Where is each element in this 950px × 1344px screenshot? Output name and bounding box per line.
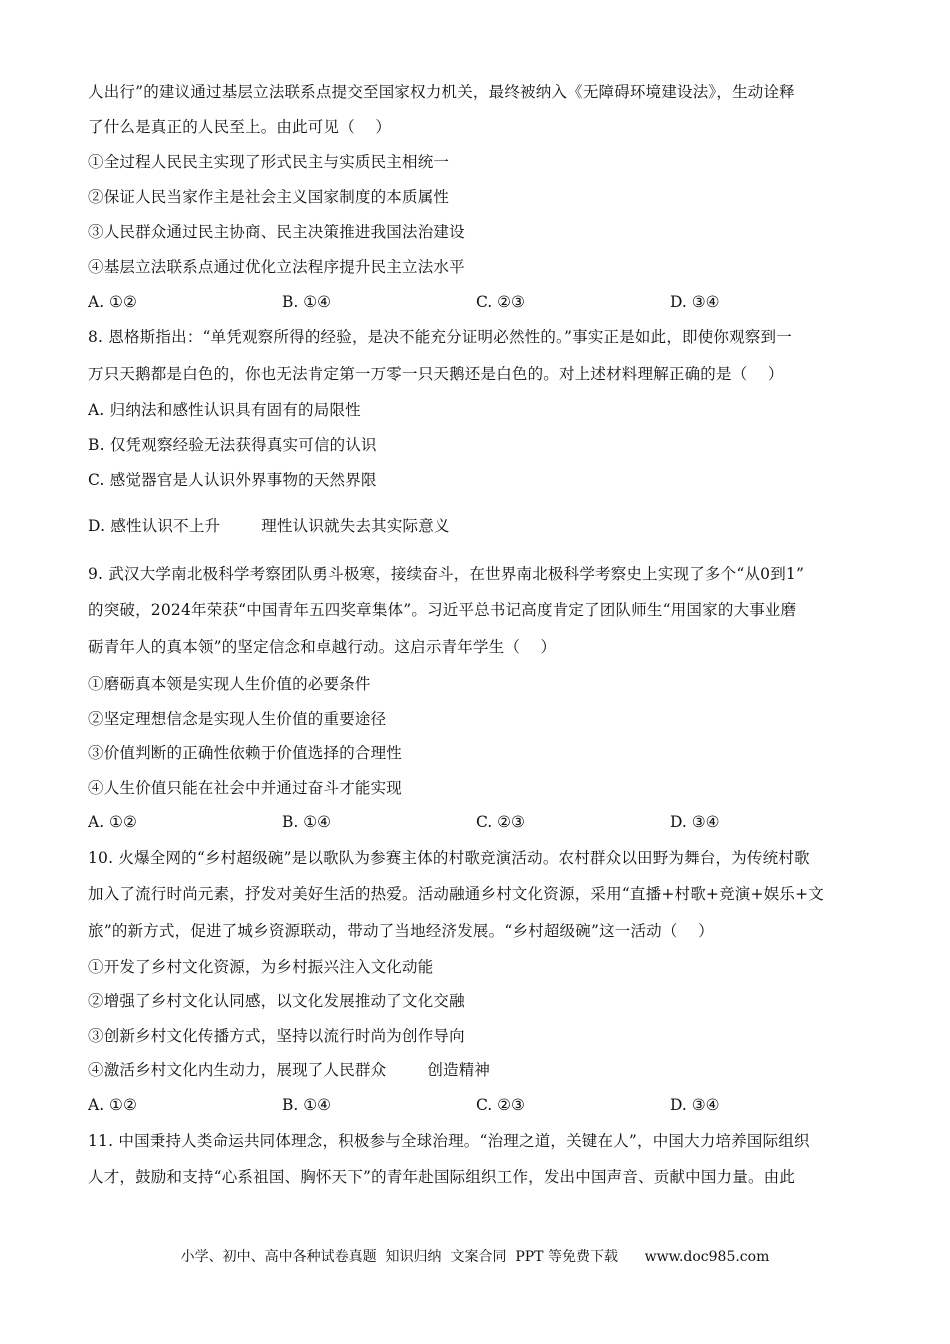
q8-option-b: B. 仅凭观察经验无法获得真实可信的认识 [88,436,377,454]
q9-options [88,812,868,832]
q11-stem-line-1: 11. 中国秉持人类命运共同体理念，积极参与全球治理。“治理之道，关键在人”，中国大力培养国际组织 [88,1132,810,1150]
q10-stem-line-1: 10. 火爆全网的“乡村超级碗”是以歌队为参赛主体的村歌竞演活动。农村群众以田野为舞台，为传统村歌 [88,849,810,867]
q9-option-b: B. ①④ [282,813,332,831]
q9-option-a: A. ①② [88,813,137,831]
q7-statement-1: ①全过程人民民主实现了形式民主与实质民主相统一 [88,153,450,171]
q9-stem-line-1: 9. 武汉大学南北极科学考察团队勇斗极寒，接续奋斗，在世界南北极科学考察史上实现了多个“从0到1” [88,565,805,583]
q10-option-a: A. ①② [88,1096,137,1114]
q10-stem-line-3: 旅”的新方式，促进了城乡资源联动，带动了当地经济发展。“乡村超级碗”这一活动（ ） [88,922,714,940]
q9-stem-line-2: 的突破，2024年荣获“中国青年五四奖章集体”。习近平总书记高度肯定了团队师生“用国家的大事业磨 [88,601,797,619]
q7-option-b: B. ①④ [282,293,332,311]
q8-stem-line-1: 8. 恩格斯指出：“单凭观察所得的经验，是决不能充分证明必然性的。”事实正是如此，即使你观察到一 [88,328,792,346]
q8-option-d: D. 感性认识不上升 理性认识就失去其实际意义 [88,517,450,535]
q7-option-d: D. ③④ [670,293,720,311]
q7-statement-4: ④基层立法联系点通过优化立法程序提升民主立法水平 [88,258,465,276]
q10-statement-4: ④激活乡村文化内生动力，展现了人民群众 创造精神 [88,1061,491,1079]
q10-options [88,1095,868,1115]
q9-statement-2: ②坚定理想信念是实现人生价值的重要途径 [88,710,387,728]
page-footer: 小学、初中、高中各种试卷真题 知识归纳 文案合同 PPT 等免费下载 www.doc985.com [180,1249,770,1265]
q7-stem-line-1: 人出行”的建议通过基层立法联系点提交至国家权力机关，最终被纳入《无障碍环境建设法》，生动诠释 [88,83,795,101]
q9-option-c: C. ②③ [476,813,525,831]
q11-stem-line-2: 人才，鼓励和支持“心系祖国、胸怀天下”的青年赴国际组织工作，发出中国声音、贡献中国力量。由此 [88,1168,796,1186]
q7-option-a: A. ①② [88,293,137,311]
q10-statement-1: ①开发了乡村文化资源，为乡村振兴注入文化动能 [88,958,434,976]
q10-option-d: D. ③④ [670,1096,720,1114]
q7-option-c: C. ②③ [476,293,525,311]
q10-statement-3: ③创新乡村文化传播方式，坚持以流行时尚为创作导向 [88,1027,465,1045]
q9-statement-3: ③价值判断的正确性依赖于价值选择的合理性 [88,744,403,762]
q8-option-a: A. 归纳法和感性认识具有固有的局限性 [88,401,361,419]
q9-statement-1: ①磨砺真本领是实现人生价值的必要条件 [88,675,371,693]
q10-option-c: C. ②③ [476,1096,525,1114]
q10-stem-line-2: 加入了流行时尚元素，抒发对美好生活的热爱。活动融通乡村文化资源，采用“直播+村歌+竞演+娱乐+文 [88,885,824,903]
q9-option-d: D. ③④ [670,813,720,831]
q10-option-b: B. ①④ [282,1096,332,1114]
q8-option-c: C. 感觉器官是人认识外界事物的天然界限 [88,471,377,489]
q9-statement-4: ④人生价值只能在社会中并通过奋斗才能实现 [88,779,403,797]
q7-statement-3: ③人民群众通过民主协商、民主决策推进我国法治建设 [88,223,465,241]
q10-statement-2: ②增强了乡村文化认同感，以文化发展推动了文化交融 [88,992,465,1010]
q7-statement-2: ②保证人民当家作主是社会主义国家制度的本质属性 [88,188,450,206]
q7-stem-line-2: 了什么是真正的人民至上。由此可见（ ） [88,118,392,136]
q9-stem-line-3: 砺青年人的真本领”的坚定信念和卓越行动。这启示青年学生（ ） [88,638,557,656]
q8-stem-line-2: 万只天鹅都是白色的，你也无法肯定第一万零一只天鹅还是白色的。对上述材料理解正确的是（ ） [88,365,784,383]
q7-options [88,292,868,312]
